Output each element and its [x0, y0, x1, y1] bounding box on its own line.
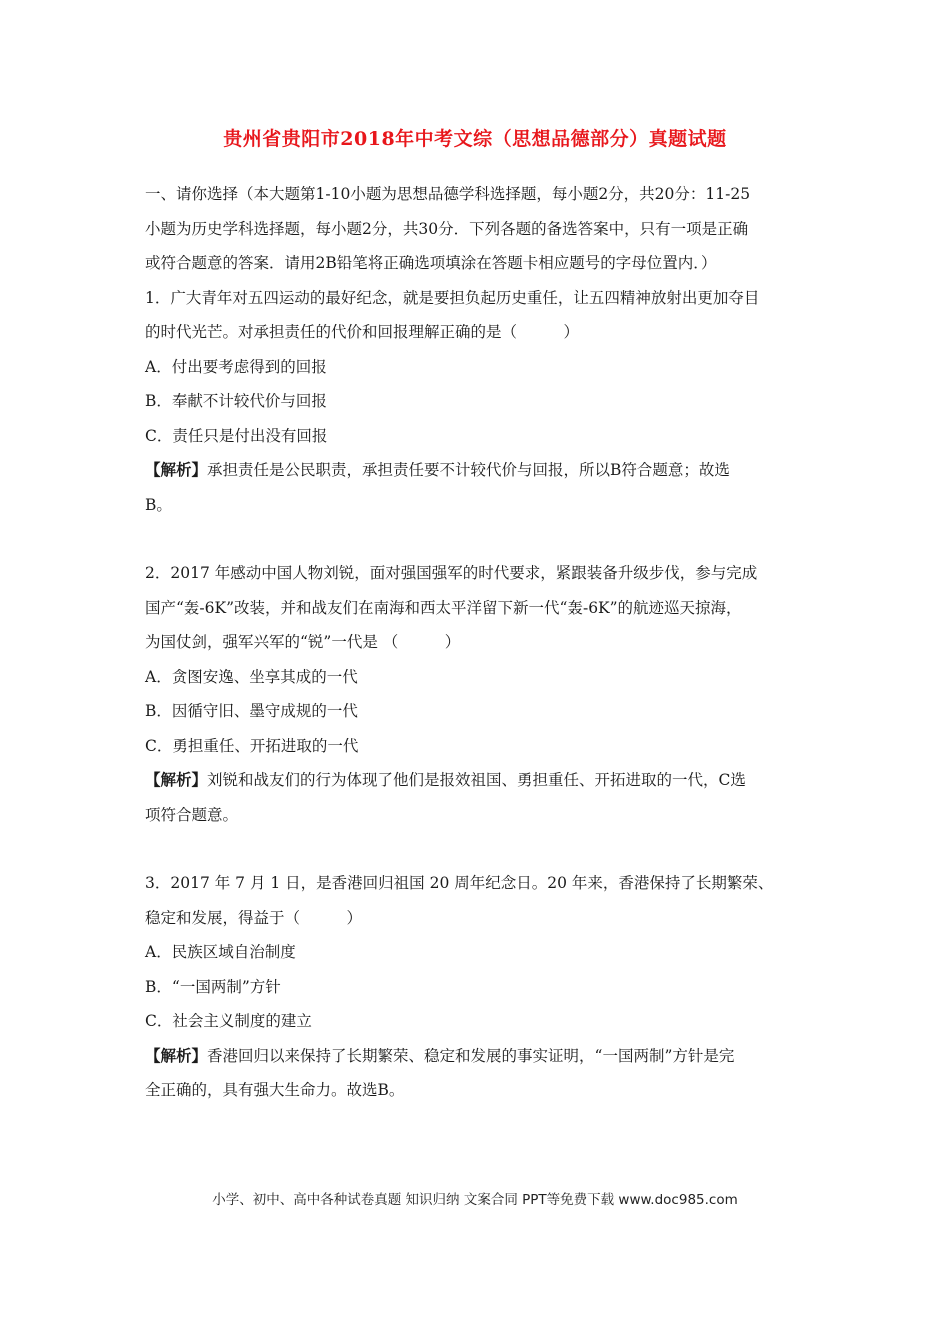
intro-line: 一、请你选择（本大题第1-10小题为思想品德学科选择题，每小题2分，共20分：11-25 [145, 185, 751, 203]
page-footer: 小学、初中、高中各种试卷真题 知识归纳 文案合同 PPT等免费下载 www.doc985.com [212, 1192, 738, 1208]
analysis-text: 刘锐和战友们的行为体现了他们是报效祖国、勇担重任、开拓进取的一代，C选 [207, 771, 746, 789]
document-body [145, 177, 810, 1108]
question-stem-line: 2．2017 年感动中国人物刘锐，面对强国强军的时代要求，紧跟装备升级步伐，参与完成 [145, 564, 758, 582]
question-1 [145, 281, 810, 523]
option-a: A．贪图安逸、坐享其成的一代 [145, 667, 358, 686]
question-stem-line: 为国仗剑，强军兴军的“锐”一代是 （ ） [145, 633, 461, 651]
option-c: C．勇担重任、开拓进取的一代 [145, 736, 359, 755]
option-a: A．付出要考虑得到的回报 [145, 357, 327, 376]
section-intro [145, 177, 810, 281]
option-b: B．因循守旧、墨守成规的一代 [145, 702, 358, 720]
option-a: A．民族区域自治制度 [145, 943, 296, 961]
option-c: C．责任只是付出没有回报 [145, 426, 328, 445]
analysis-line [145, 453, 810, 488]
question-stem-line: 1．广大青年对五四运动的最好纪念，就是要担负起历史重任，让五四精神放射出更加夺目 [145, 288, 760, 307]
question-2 [145, 556, 810, 832]
analysis-line: B。 [145, 495, 172, 514]
document-title: 贵州省贵阳市2018年中考文综（思想品德部分）真题试题 [223, 128, 727, 150]
question-stem-line: 3．2017 年 7 月 1 日，是香港回归祖国 20 周年纪念日。20 年来，香港保持了长期繁荣、 [145, 874, 774, 892]
option-b: B．奉献不计较代价与回报 [145, 392, 327, 410]
spacer [145, 832, 810, 866]
analysis-label: 【解析】 [145, 1045, 208, 1065]
question-3 [145, 866, 810, 1108]
question-stem-line: 国产“轰-6K”改装，并和战友们在南海和西太平洋留下新一代“轰-6K”的航迹巡天掠海， [145, 598, 742, 617]
intro-line: 或符合题意的答案．请用2B铅笔将正确选项填涂在答题卡相应题号的字母位置内．） [145, 254, 717, 272]
intro-line: 小题为历史学科选择题，每小题2分，共30分．下列各题的备选答案中，只有一项是正确 [145, 219, 749, 238]
analysis-line [145, 763, 810, 798]
question-stem-line: 稳定和发展，得益于（ ） [145, 908, 363, 927]
option-c: C．社会主义制度的建立 [145, 1012, 312, 1030]
analysis-text: 香港回归以来保持了长期繁荣、稳定和发展的事实证明，“一国两制”方针是完 [207, 1046, 735, 1065]
spacer [145, 522, 810, 556]
analysis-line: 全正确的，具有强大生命力。故选B。 [145, 1081, 405, 1099]
question-stem-line: 的时代光芒。对承担责任的代价和回报理解正确的是（ ） [145, 323, 580, 341]
option-b: B．“一国两制”方针 [145, 977, 281, 996]
analysis-label: 【解析】 [145, 770, 208, 789]
analysis-text: 承担责任是公民职责，承担责任要不计较代价与回报，所以B符合题意；故选 [207, 461, 730, 479]
analysis-line [145, 1039, 810, 1074]
analysis-line: 项符合题意。 [145, 805, 239, 824]
analysis-label: 【解析】 [145, 460, 208, 479]
